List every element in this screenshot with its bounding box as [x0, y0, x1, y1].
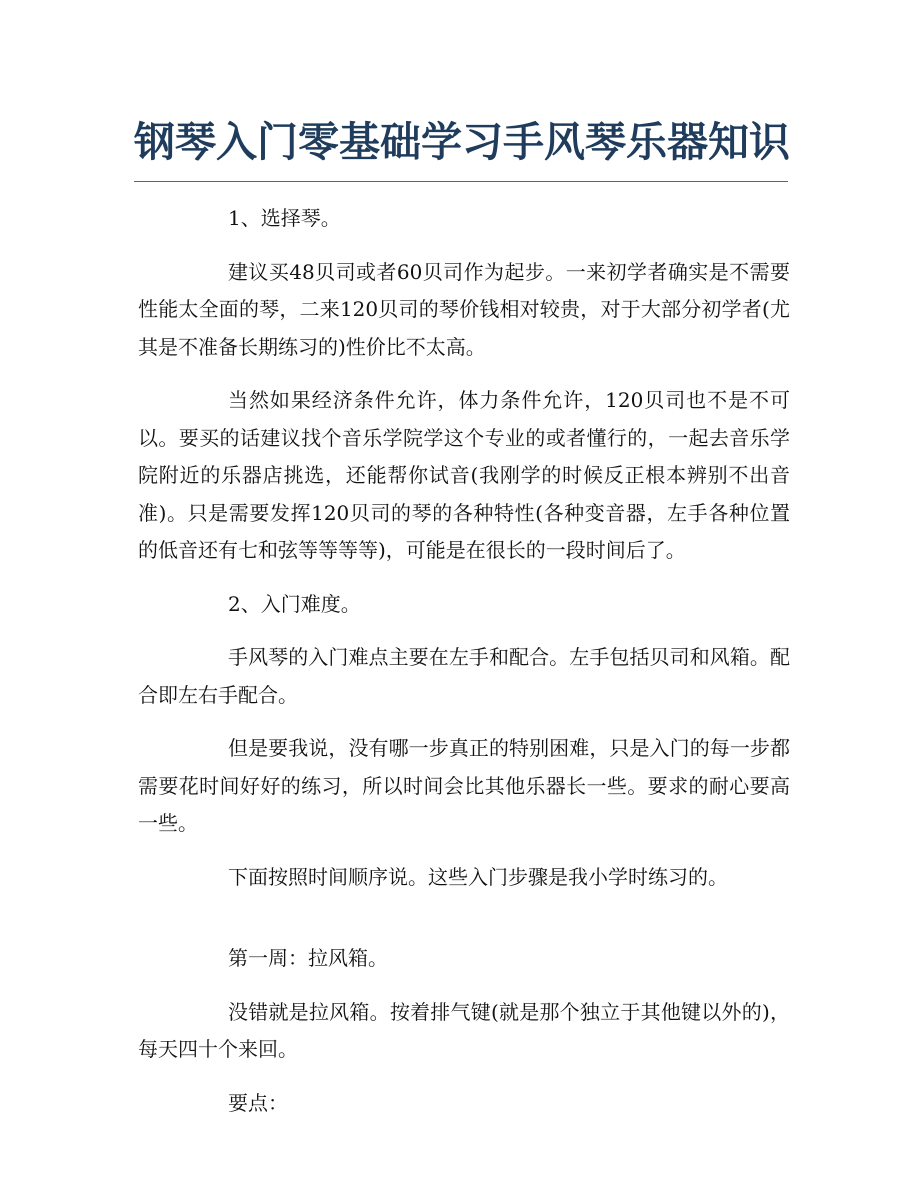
paragraph-spacer	[138, 912, 790, 940]
title-divider	[134, 181, 788, 182]
paragraph: 手风琴的入门难点主要在左手和配合。左手包括贝司和风箱。配合即左右手配合。	[138, 645, 790, 707]
section-heading-week-one: 第一周：拉风箱。	[228, 946, 388, 970]
section-heading-key-points: 要点：	[228, 1090, 288, 1115]
paragraph: 没错就是拉风箱。按着排气键(就是那个独立于其他键以外的)，每天四十个来回。	[138, 999, 790, 1061]
section-heading-difficulty: 2、入门难度。	[228, 591, 361, 616]
section-heading-choose-instrument: 1、选择琴。	[228, 206, 341, 230]
document-title: 钢琴入门零基础学习手风琴乐器知识	[134, 118, 790, 166]
paragraph: 建议买48贝司或者60贝司作为起步。一来初学者确实是不需要性能太全面的琴，二来120贝司的琴价钱相对较贵，对于大部分初学者(尤其是不准备长期练习的)性价比不太高。	[138, 259, 790, 359]
paragraph: 但是要我说，没有哪一步真正的特别困难，只是入门的每一步都需要花时间好好的练习，所以时间会比其他乐器长一些。要求的耐心要高一些。	[138, 736, 790, 835]
paragraph: 下面按照时间顺序说。这些入门步骤是我小学时练习的。	[228, 864, 728, 889]
paragraph: 当然如果经济条件允许，体力条件允许，120贝司也不是不可以。要买的话建议找个音乐学院学这个专业的或者懂行的，一起去音乐学院附近的乐器店挑选，还能帮你试音(我刚学的时候反正根本辨别不出音准)。只是需要发挥120贝司的琴的各种特性(各种变音器，左手各种位置的低音还有七和弦等等等等)，可能是在很长的一段时间后了。	[138, 388, 790, 562]
document-body	[138, 200, 790, 1138]
